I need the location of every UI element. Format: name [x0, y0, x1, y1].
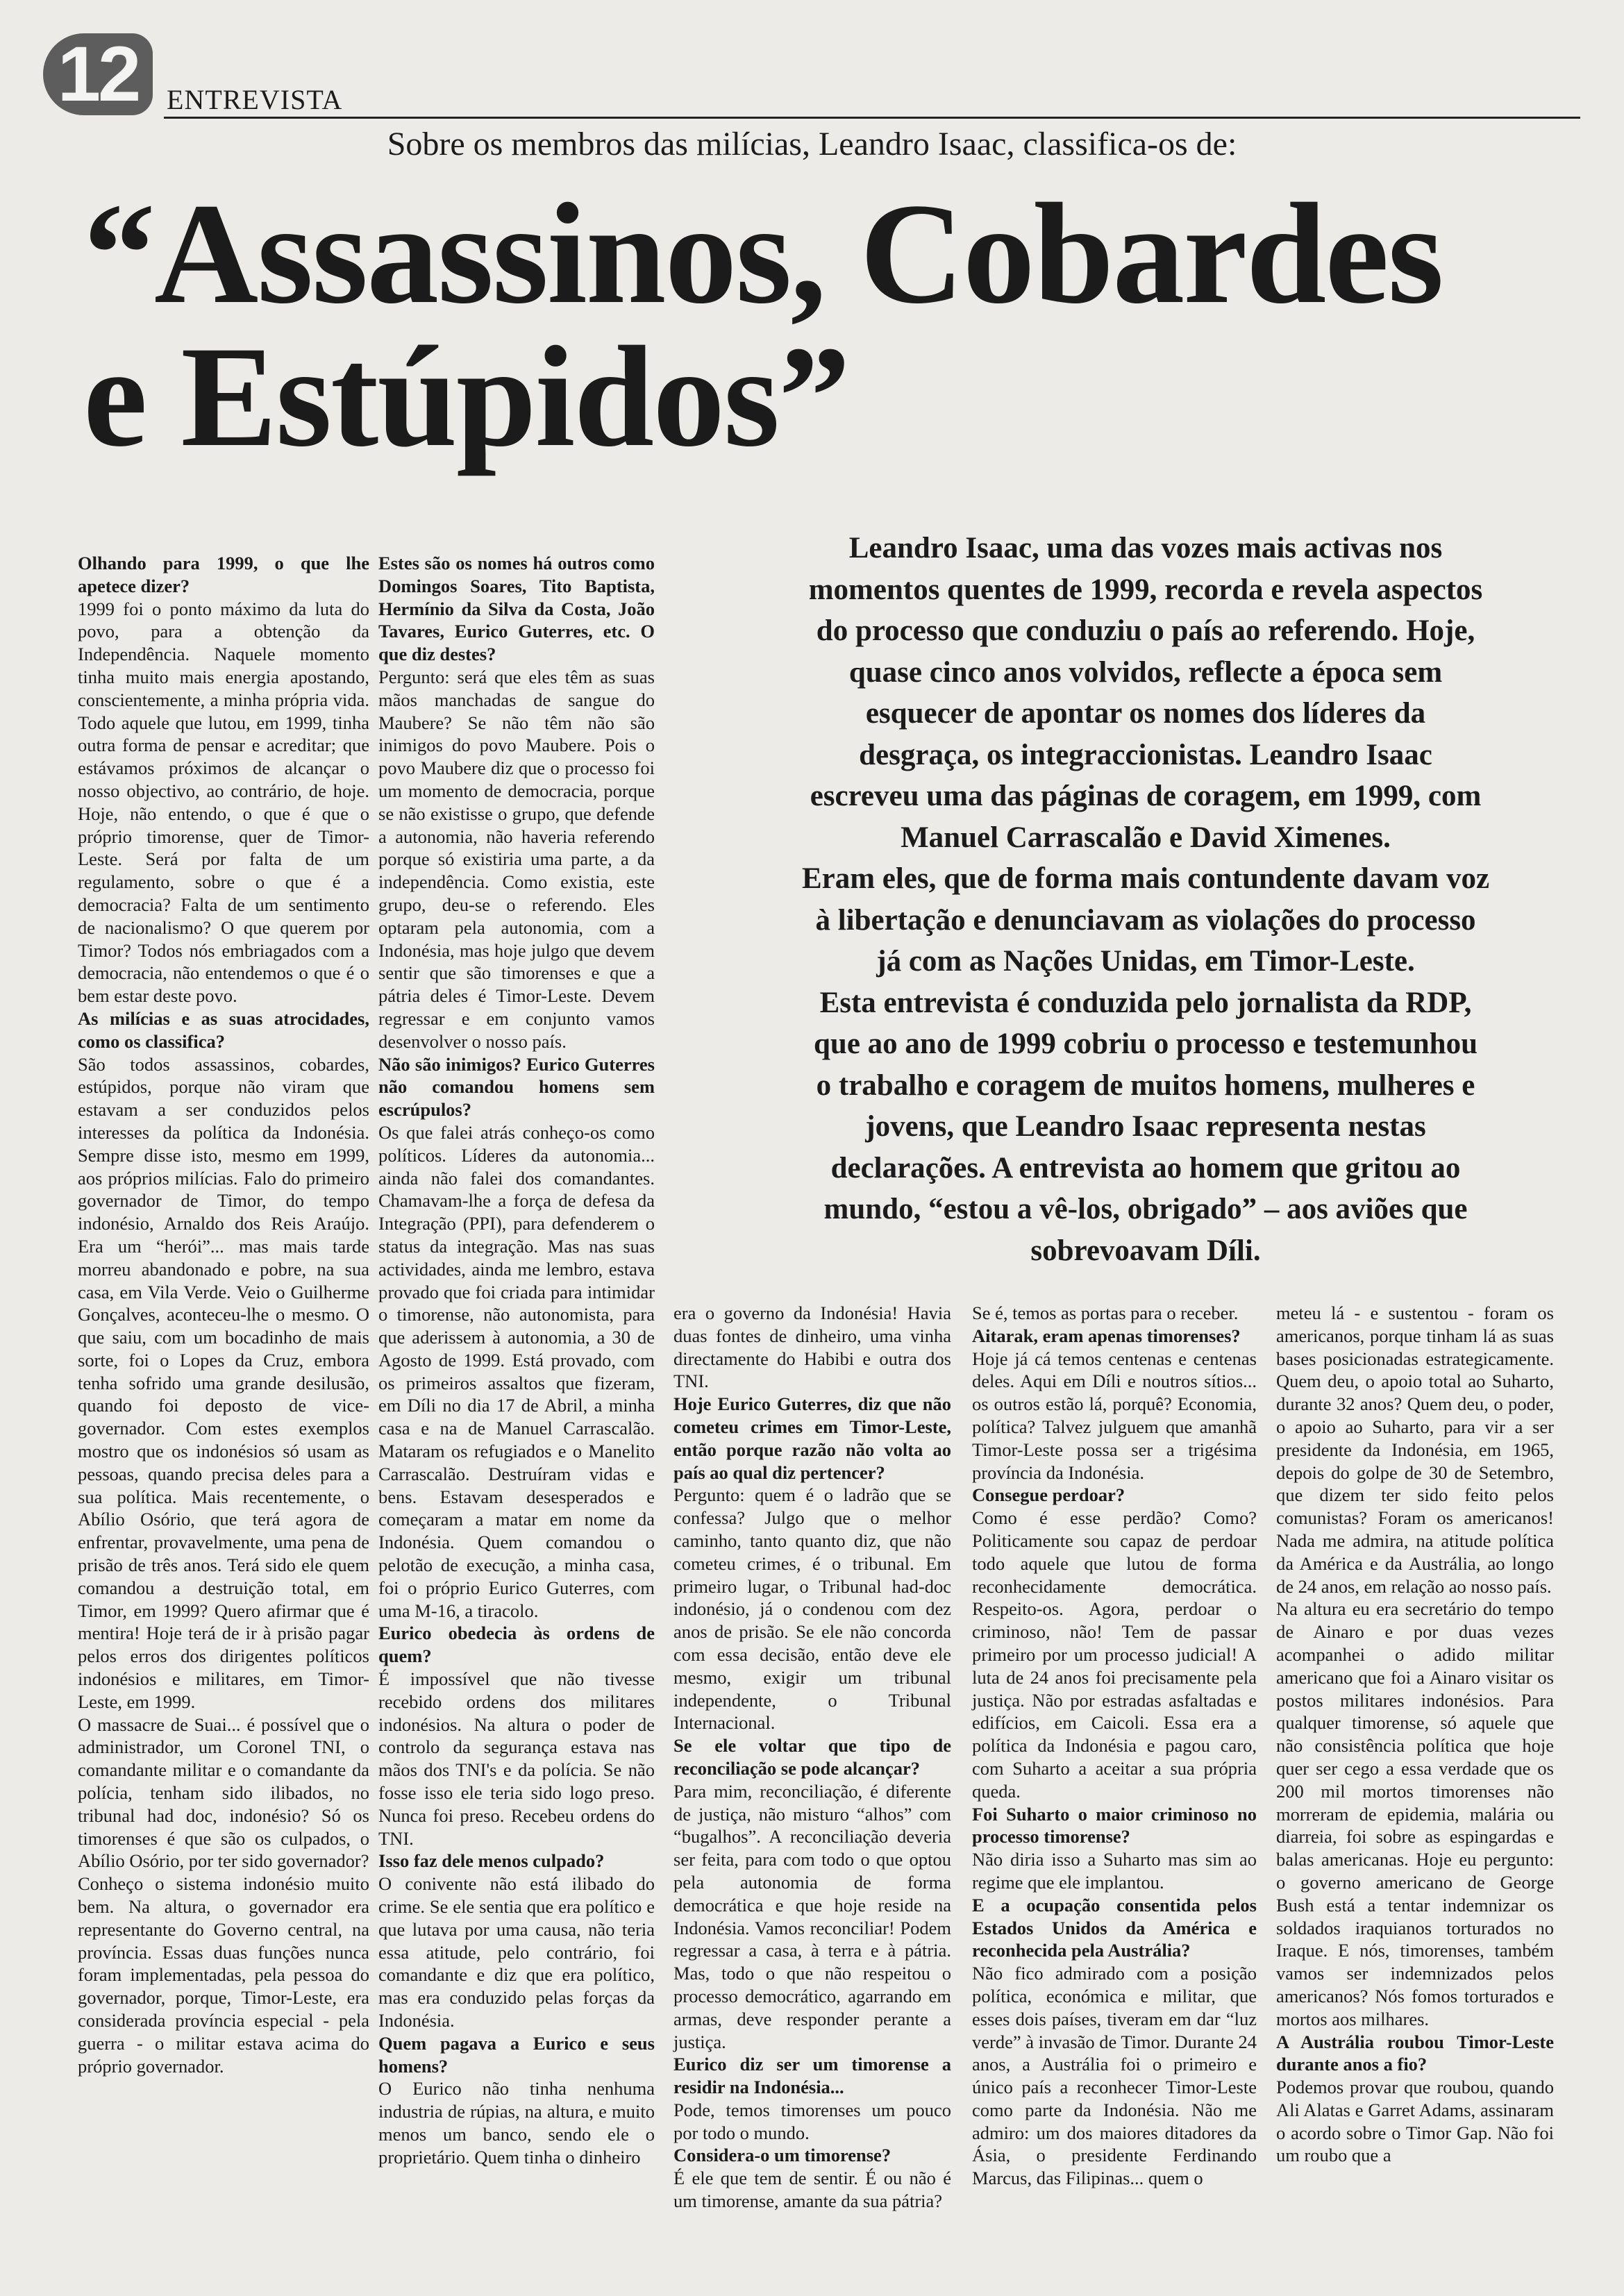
interview-question: Hoje Eurico Guterres, diz que não cometeu crimes em Timor-Leste, então porque razão não volta ao país ao qual diz pertencer?	[673, 1393, 951, 1483]
headline	[83, 174, 1583, 476]
interview-question: Eurico obedecia às ordens de quem?	[378, 1623, 655, 1667]
interview-answer: O conivente não está ilibado do crime. Se ele sentia que era político e que lutava por uma causa, não teria essa atitude, pelo contrário, foi comandante e diz que era político, mas era conduzido pelas forças da Indonésia.	[378, 1873, 655, 2031]
article-column-3	[673, 1302, 951, 2213]
interview-question: As milícias e as suas atrocidades, como os classifica?	[78, 1007, 369, 1052]
standfirst-line: mundo, “estou a vê-los, obrigado” – aos aviões que	[823, 1193, 1468, 1225]
interview-question: Não são inimigos? Eurico Guterres não comandou homens sem escrúpulos?	[378, 1053, 655, 1121]
interview-answer: Os que falei atrás conheço-os como políticos. Líderes da autonomia... ainda não falei dos comandantes. Chamavam-lhe a força de defesa da Integração (PPI), para defenderem o status da integração. Mas nas suas actividades, ainda me lembro, estava provado que foi criada para intimidar o timorense, não autonomista, para que aderissem à autonomia, a 30 de Agosto de 1999. Está provado, com os primeiros assaltos que fizeram, em Díli no dia 17 de Abril, a minha casa e na de Manuel Carrascalão. Mataram os refugiados e o Manelito Carrascalão. Destruíram vidas e bens. Estavam desesperados e começaram a matar em nome da Indonésia. Quem comandou o pelotão de execução, a minha casa, foi o próprio Eurico Guterres, com uma M-16, a tiracolo.	[378, 1121, 655, 1621]
article-column-2	[378, 552, 655, 2169]
interview-answer: era o governo da Indonésia! Havia duas fontes de dinheiro, uma vinha directamente do Habibi e outra dos TNI.	[673, 1302, 951, 1392]
standfirst-line: Manuel Carrascalão e David Ximenes.	[901, 821, 1391, 854]
interview-answer: Pergunto: quem é o ladrão que se confessa? Julgo que o melhor caminho, tanto quanto diz, que não cometeu crimes, é o tribunal. Em primeiro lugar, o Tribunal had-doc indonésio, já o condenou com dez anos de prisão. Se ele não concorda com essa decisão, então deve ele mesmo, exigir um tribunal independente, o Tribunal Internacional.	[673, 1484, 951, 1734]
standfirst-line: Eram eles, que de forma mais contundente davam voz	[801, 862, 1490, 895]
interview-answer: É ele que tem de sentir. É ou não é um timorense, amante da sua pátria?	[673, 2168, 951, 2212]
interview-answer: Não diria isso a Suharto mas sim ao regime que ele implantou.	[972, 1849, 1257, 1893]
standfirst	[736, 528, 1555, 1271]
page-number-badge: 12	[43, 33, 153, 115]
kicker: Sobre os membros das milícias, Leandro Isaac, classifica-os de:	[387, 126, 1237, 162]
article-column-1	[78, 552, 369, 2077]
interview-answer: Podemos provar que roubou, quando Ali Alatas e Garret Adams, assinaram o acordo sobre o Timor Gap. Não foi um roubo que a	[1276, 2077, 1554, 2166]
standfirst-line: à libertação e denunciavam as violações do processo	[815, 903, 1476, 937]
interview-answer: Para mim, reconciliação, é diferente de justiça, não misturo “alhos” com “bugalhos”. A reconciliação deveria ser feita, para com todo o que optou pela autonomia de forma democrática e que hoje reside na Indonésia. Vamos reconciliar! Podem regressar a casa, à terra e à pátria. Mas, todo o que não respeitou o processo democrático, agarrando em armas, deve responder perante a justiça.	[673, 1780, 951, 2052]
interview-answer: Hoje já cá temos centenas e centenas deles. Aqui em Díli e noutros sítios... os outros estão lá, porquê? Economia, política? Talvez julguem que amanhã Timor-Leste possa ser a trigésima província da Indonésia.	[972, 1348, 1257, 1483]
standfirst-line: Leandro Isaac, uma das vozes mais activas nos	[848, 532, 1443, 564]
interview-answer: O Eurico não tinha nenhuma industria de rúpias, na altura, e muito menos um banco, sendo ele o proprietário. Quem tinha o dinheiro	[378, 2078, 655, 2168]
interview-question: A Austrália roubou Timor-Leste durante anos a fio?	[1276, 2031, 1554, 2075]
standfirst-line: Esta entrevista é conduzida pelo jornalista da RDP,	[819, 986, 1472, 1019]
interview-question: Consegue perdoar?	[972, 1484, 1125, 1506]
interview-question: Eurico diz ser um timorense a residir na Indonésia...	[673, 2054, 951, 2098]
interview-answer: Não fico admirado com a posição política, económica e militar, que esses dois países, tiveram em dar “luz verde” à invasão de Timor. Durante 24 anos, a Austrália foi o primeiro e único país a reconhecer Timor-Leste como parte da Indonésia. Não me admiro: um dos maiores ditadores da Ásia, o presidente Ferdinando Marcus, das Filipinas... quem o	[972, 1963, 1257, 2189]
standfirst-line: o trabalho e coragem de muitos homens, mulheres e	[816, 1069, 1475, 1102]
interview-question: Aitarak, eram apenas timorenses?	[972, 1325, 1241, 1346]
interview-question: Olhando para 1999, o que lhe apetece dizer?	[78, 553, 369, 596]
standfirst-line: quase cinco anos volvidos, reflecte a época sem	[848, 655, 1443, 689]
interview-answer: O massacre de Suai... é possível que o administrador, um Coronel TNI, o comandante militar e o comandante da polícia, tenham sido ilibados, no tribunal had doc, indonésio? Só os timorenses é que são os culpados, o Abílio Osório, por ter sido governador?	[78, 1713, 369, 1872]
article-column-4	[972, 1302, 1257, 2190]
standfirst-line: esquecer de apontar os nomes dos líderes da	[865, 697, 1426, 730]
interview-question: Se ele voltar que tipo de reconciliação se pode alcançar?	[673, 1735, 951, 1779]
standfirst-line: que ao ano de 1999 cobriu o processo e testemunhou	[814, 1028, 1477, 1060]
standfirst-line: momentos quentes de 1999, recorda e revela aspectos	[808, 573, 1483, 606]
standfirst-line: jovens, que Leandro Isaac representa nestas	[865, 1110, 1426, 1143]
interview-question: Quem pagava a Eurico e seus homens?	[378, 2032, 655, 2077]
standfirst-line: sobrevoavam Díli.	[1030, 1234, 1261, 1267]
interview-question: Foi Suharto o maior criminoso no processo timorense?	[972, 1803, 1257, 1847]
interview-answer: Se é, temos as portas para o receber.	[972, 1302, 1239, 1323]
standfirst-line: declarações. A entrevista ao homem que gritou ao	[830, 1151, 1461, 1184]
section-label: ENTREVISTA	[167, 84, 343, 115]
interview-answer: É impossível que não tivesse recebido ordens dos militares indonésios. Na altura o poder de controlo da segurança estava nas mãos dos TNI's e da polícia. Se não fosse isso ele teria sido logo preso. Nunca foi preso. Recebeu ordens do TNI.	[378, 1668, 655, 1849]
interview-answer: meteu lá - e sustentou - foram os americanos, porque tinham lá as suas bases posicionadas estrategicamente. Quem deu, o apoio total ao Suharto, durante 32 anos? Quem deu, o poder, o apoio ao Suharto, para vir a ser presidente da Indonésia, em 1965, depois do golpe de 30 de Setembro, que dizem ter sido feito pelos comunistas? Foram os americanos! Nada me admira, na atitude política da América e da Austrália, ao longo de 24 anos, em relação ao nosso país.	[1276, 1302, 1554, 1597]
headline-line-2: e Estúpidos”	[83, 317, 850, 476]
standfirst-line: desgraça, os integraccionistas. Leandro Isaac	[859, 738, 1432, 771]
standfirst-line: do processo que conduziu o país ao referendo. Hoje,	[816, 614, 1475, 647]
interview-answer: Conheço o sistema indonésio muito bem. Na altura, o governador era representante do Governo central, na província. Essas duas funções nunca foram implementadas, pela pessoa do governador, porque, Timor-Leste, era considerada província especial - pela guerra - o militar estava acima do próprio governador.	[78, 1873, 369, 2077]
headline-line-1: “Assassinos, Cobardes	[83, 174, 1443, 333]
interview-answer: Na altura eu era secretário do tempo de Ainaro e por duas vezes acompanhei o adido militar americano que foi a Ainaro visitar os postos militares indonésios. Para qualquer timorense, só aquele que não consistência política que hoje quer ser cego a essa verdade que os 200 mil mortos timorenses não morreram de epidemia, malária ou diarreia, foi sobre as espingardas e balas americanas. Hoje eu pergunto: o governo americano de George Bush está a tentar indemnizar os soldados iraquianos torturados no Iraque. E nós, timorenses, também vamos ser indemnizados pelos americanos? Nós fomos torturados e mortos aos milhares.	[1276, 1598, 1554, 2029]
article-column-5	[1276, 1302, 1554, 2167]
interview-question: E a ocupação consentida pelos Estados Unidos da América e reconhecida pela Austrália?	[972, 1894, 1257, 1961]
interview-answer: 1999 foi o ponto máximo da luta do povo, para a obtenção da Independência. Naquele momento tinha muito mais energia apostando, conscientemente, a minha própria vida. Todo aquele que lutou, em 1999, tinha outra forma de pensar e acreditar; que estávamos próximos de alcançar o nosso objectivo, ao contrário, de hoje. Hoje, não entendo, o que é que o próprio timorense, quer de Timor-Leste. Será por falta de um regulamento, sobre o que é a democracia? Falta de um sentimento de nacionalismo? O que querem por Timor? Todos nós embriagados com a democracia, não entendemos o que é o bem estar deste povo.	[78, 598, 369, 1007]
interview-question: Estes são os nomes há outros como Domingos Soares, Tito Baptista, Hermínio da Silva da Costa, João Tavares, Eurico Guterres, etc. O que diz destes?	[378, 553, 655, 665]
standfirst-line: já com as Nações Unidas, em Timor-Leste.	[876, 945, 1415, 978]
interview-answer: Como é esse perdão? Como? Politicamente sou capaz de perdoar todo aquele que lutou de forma reconhecidamente democrática. Respeito-os. Agora, perdoar o criminoso, não! Tem de passar primeiro por um processo judicial! A luta de 24 anos foi precisamente pela justiça. Não por estradas asfaltadas e edifícios, em Caicoli. Essa era a política da Indonésia e pagou caro, com Suharto a aceitar a sua própria queda.	[972, 1507, 1257, 1802]
interview-answer: Pode, temos timorenses um pouco por todo o mundo.	[673, 2099, 951, 2143]
standfirst-line: escreveu uma das páginas de coragem, em 1999, com	[810, 780, 1482, 812]
interview-question: Considera-o um timorense?	[673, 2145, 891, 2166]
interview-answer: São todos assassinos, cobardes, estúpidos, porque não viram que estavam a ser conduzidos pelos interesses da política da Indonésia. Sempre disse isto, mesmo em 1999, aos próprios milícias. Falo do primeiro governador de Timor, do tempo indonésio, Arnaldo dos Reis Araújo. Era um “herói”... mas mais tarde morreu abandonado e pobre, na sua casa, em Vila Verde. Veio o Guilherme Gonçalves, aconteceu-lhe o mesmo. O que saiu, com um bocadinho de mais sorte, foi o Lopes da Cruz, embora tenha sofrido uma grande desilusão, quando foi deposto de vice-governador. Com estes exemplos mostro que os indonésios só usam as pessoas, quando precisa deles para a sua política. Mais recentemente, o Abílio Osório, que terá agora de enfrentar, provavelmente, uma pena de prisão de três anos. Terá sido ele quem comandou a destruição total, em Timor, em 1999? Quero afirmar que é mentira! Hoje terá de ir à prisão pagar pelos erros dos dirigentes políticos indonésios e militares, em Timor-Leste, em 1999.	[78, 1053, 369, 1712]
header-rule	[164, 117, 1580, 119]
interview-question: Isso faz dele menos culpado?	[378, 1850, 605, 1872]
interview-answer: Pergunto: será que eles têm as suas mãos manchadas de sangue do Maubere? Se não têm não são inimigos do povo Maubere. Pois o povo Maubere diz que o processo foi um momento de democracia, porque se não existisse o grupo, que defende a autonomia, não haveria referendo porque só existiria uma parte, a da independência. Como existia, este grupo, deu-se o referendo. Eles optaram pela autonomia, com a Indonésia, mas hoje julgo que devem sentir que são timorenses e que a pátria deles é Timor-Leste. Devem regressar e em conjunto vamos desenvolver o nosso país.	[378, 666, 655, 1052]
